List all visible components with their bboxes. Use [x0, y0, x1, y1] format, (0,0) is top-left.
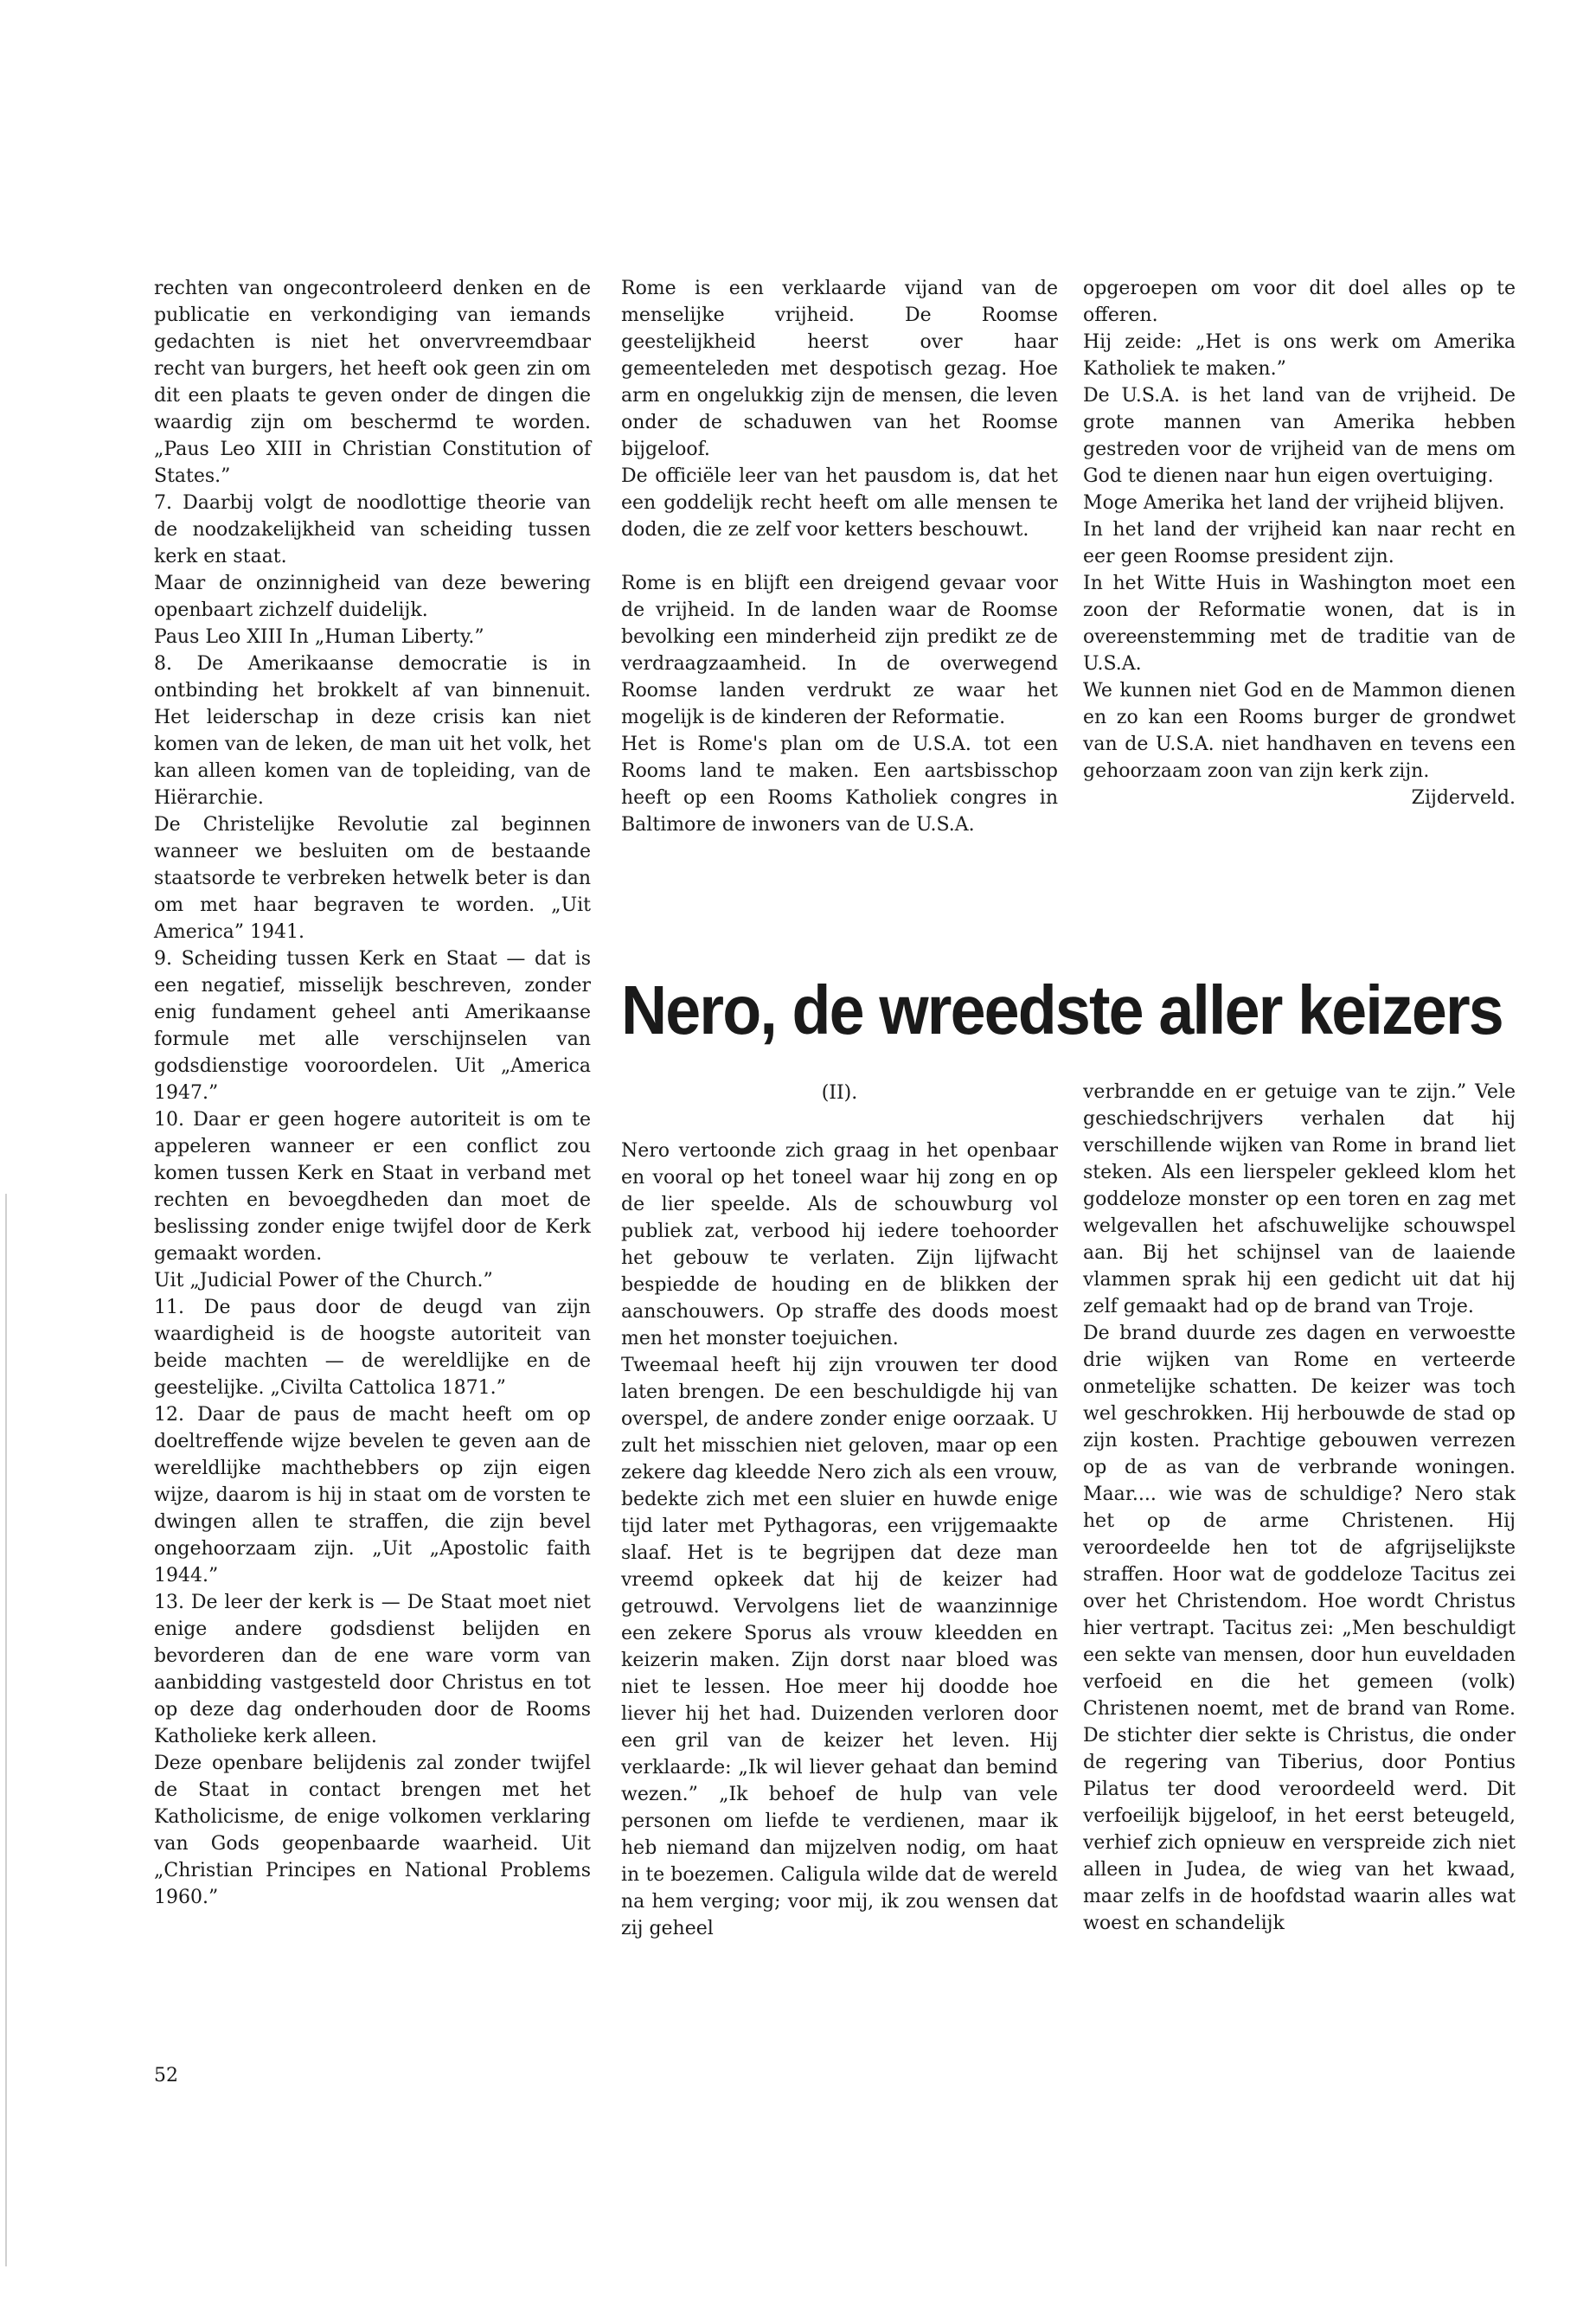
paragraph: 9. Scheiding tussen Kerk en Staat — dat is een negatief, misselijk beschreven, zonder enig fundament geheel anti Amerikaanse formule met alle verschijnselen van godsdienstige vooroordelen. Uit „America 1947.”	[154, 948, 591, 1104]
paragraph: Maar de onzinnigheid van deze bewering openbaart zichzelf duidelijk.	[154, 573, 591, 621]
paragraph: De officiële leer van het pausdom is, dat het een goddelijk recht heeft om alle mensen te doden, die ze zelf voor ketters beschouwt.	[621, 465, 1058, 541]
author-signature: Zijderveld.	[1411, 787, 1516, 809]
paragraph: Deze openbare belijdenis zal zonder twijfel de Staat in contact brengen met het Katholicisme, de enige volkomen verklaring van Gods geopenbaarde waarheid. Uit „Christian Principes en National Problems 1960.”	[154, 1753, 591, 1908]
paragraph: Tweemaal heeft hij zijn vrouwen ter dood laten brengen. De een beschuldigde hij van overspel, de andere zonder enige oorzaak. U zult het misschien niet geloven, maar op een zekere dag kleedde Nero zich als een vrouw, bedekte zich met een sluier en huwde enige tijd later met Pythagoras, een vrijgemaakte slaaf. Het is te begrijpen dat deze man vreemd opkeek dat hij de keizer had getrouwd. Vervolgens liet de waanzinnige een zekere Sporus als vrouw kleedden en keizerin maken. Zijn dorst naar bloed was niet te lessen. Hoe meer hij doodde hoe liever hij het had. Duizenden verloren door een gril van de keizer het leven. Hij verklaarde: „Ik wil liever gehaat dan bemind wezen.” „Ik behoef de hulp van vele personen om liefde te verdienen, maar ik heb niemand dan mijzelven nodig, om haat in te boezemen. Caligula wilde dat de wereld na hem verging; voor mij, ik zou wensen dat zij geheel	[621, 1355, 1058, 1939]
paragraph: In het Witte Huis in Washington moet een zoon der Reformatie wonen, dat is in overeenstemming met de traditie van de U.S.A.	[1083, 573, 1516, 675]
paragraph: 7. Daarbij volgt de noodlottige theorie van de noodzakelijkheid van scheiding tussen kerk en staat.	[154, 492, 591, 567]
paragraph: We kunnen niet God en de Mammon dienen en zo kan een Rooms burger de grondwet van de U.S.A. niet handhaven en tevens een gehoorzaam zoon van zijn kerk zijn.	[1083, 680, 1516, 782]
article1-column-3	[1083, 275, 1516, 811]
scan-edge-shadow	[5, 1194, 7, 2266]
paragraph: 8. De Amerikaanse democratie is in ontbinding het brokkelt af van binnenuit. Het leiderschap in deze crisis kan niet komen van de leken, de man uit het volk, het kan alleen komen van de topleiding, van de Hiërarchie.	[154, 653, 591, 809]
paragraph: 12. Daar de paus de macht heeft om op doeltreffende wijze bevelen te geven aan de wereldlijke machthebbers op zijn eigen wijze, daarom is hij in staat om de vorsten te dwingen allen te straffen, die zijn bevel ongehoorzaam zijn. „Uit „Apostolic faith 1944.”	[154, 1404, 591, 1586]
paragraph: Hij zeide: „Het is ons werk om Amerika Katholiek te maken.”	[1083, 331, 1516, 380]
article2-column-1	[621, 1138, 1058, 1942]
paragraph: Paus Leo XIII In „Human Liberty.”	[154, 626, 484, 648]
article1-column-1	[154, 275, 591, 1911]
paragraph: 11. De paus door de deugd van zijn waardigheid is de hoogste autoriteit van beide machten — de wereldlijke en de geestelijke. „Civilta Cattolica 1871.”	[154, 1297, 591, 1399]
paragraph: De brand duurde zes dagen en verwoestte drie wijken van Rome en verteerde onmetelijke schatten. De keizer was toch wel geschrokken. Hij herbouwde de stad op zijn kosten. Prachtige gebouwen verrezen op de as van de verbrande woningen. Maar.... wie was de schuldige? Nero stak het op de arme Christenen. Hij veroordeelde hen tot de afgrijselijkste straffen. Hoor wat de goddeloze Tacitus zei over het Christendom. Hoe wordt Christus hier vertrapt. Tacitus zei: „Men beschuldigt een sekte van mensen, door hun euveldaden verfoeid en die het gemeen (volk) Christenen noemt, met de brand van Rome. De stichter dier sekte is Christus, die onder de regering van Tiberius, door Pontius Pilatus ter dood veroordeeld werd. Dit verfoeilijk bijgeloof, in het eerst beteugeld, verhief zich opnieuw en verspreide zich niet alleen in Judea, de wieg van het kwaad, maar zelfs in de hoofdstad waarin alles wat woest en schandelijk	[1083, 1323, 1516, 1934]
article1-column-2	[621, 275, 1058, 838]
paragraph: Nero vertoonde zich graag in het openbaar en vooral op het toneel waar hij zong en op de lier speelde. Als de schouwburg vol publiek zat, verbood hij iedere toehoorder het gebouw te verlaten. Zijn lijfwacht bespiedde de houding en de blikken der aanschouwers. Op straffe des doods moest men het monster toejuichen.	[621, 1140, 1058, 1349]
article2-column-2	[1083, 1079, 1516, 1937]
paragraph: In het land der vrijheid kan naar recht en eer geen Roomse president zijn.	[1083, 519, 1516, 567]
paragraph: opgeroepen om voor dit doel alles op te offeren.	[1083, 278, 1516, 326]
paragraph: De U.S.A. is het land van de vrijheid. De grote mannen van Amerika hebben gestreden voor de vrijheid van de mens om God te dienen naar hun eigen overtuiging.	[1083, 385, 1516, 487]
paragraph: Het is Rome's plan om de U.S.A. tot een Rooms land te maken. Een aartsbisschop heeft op een Rooms Katholiek congres in Baltimore de inwoners van de U.S.A.	[621, 734, 1058, 836]
paragraph: verbrandde en er getuige van te zijn.” Vele geschiedschrijvers verhalen dat hij verschillende wijken van Rome in brand liet steken. Als een lierspeler gekleed klom het goddeloze monster op een toren en zag met welgevallen het afschuwelijke schouwspel aan. Bij het schijnsel van de laaiende vlammen sprak hij een gedicht uit dat hij zelf gemaakt had op de brand van Troje.	[1083, 1081, 1516, 1317]
paragraph: De Christelijke Revolutie zal beginnen wanneer we besluiten om de bestaande staatsorde te verbreken hetwelk beter is dan om met haar begraven te worden. „Uit America” 1941.	[154, 814, 591, 943]
paragraph: 10. Daar er geen hogere autoriteit is om te appeleren wanneer er een conflict zou komen tussen Kerk en Staat in verband met rechten en bevoegdheden dan moet de beslissing zonder enige twijfel door de Kerk gemaakt worden.	[154, 1109, 591, 1265]
paragraph: Uit „Judicial Power of the Church.”	[154, 1270, 493, 1292]
paragraph: Moge Amerika het land der vrijheid blijven.	[1083, 492, 1505, 514]
article2-part-number: (II).	[821, 1082, 858, 1104]
article2-headline: Nero, de wreedste aller keizers	[621, 971, 1503, 1048]
paragraph: rechten van ongecontroleerd denken en de publicatie en verkondiging van iemands gedachten is niet het onvervreemdbaar recht van burgers, het heeft ook geen zin om dit een plaats te geven onder de dingen die waardig zijn om beschermd te worden. „Paus Leo XIII in Christian Constitution of States.”	[154, 278, 591, 487]
page-number: 52	[154, 2065, 178, 2086]
paragraph: Rome is een verklaarde vijand van de menselijke vrijheid. De Roomse geestelijkheid heerst over haar gemeenteleden met despotisch gezag. Hoe arm en ongelukkig zijn de mensen, die leven onder de schaduwen van het Roomse bijgeloof.	[621, 278, 1058, 460]
paragraph: Rome is en blijft een dreigend gevaar voor de vrijheid. In de landen waar de Roomse bevolking een minderheid zijn predikt ze de verdraagzaamheid. In de overwegend Roomse landen verdrukt ze waar het mogelijk is de kinderen der Reformatie.	[621, 573, 1058, 728]
paragraph: 13. De leer der kerk is — De Staat moet niet enige andere godsdienst belijden en bevorderen dan de ene ware vorm van aanbidding vastgesteld door Christus en tot op deze dag onderhouden door de Rooms Katholieke kerk alleen.	[154, 1592, 591, 1747]
